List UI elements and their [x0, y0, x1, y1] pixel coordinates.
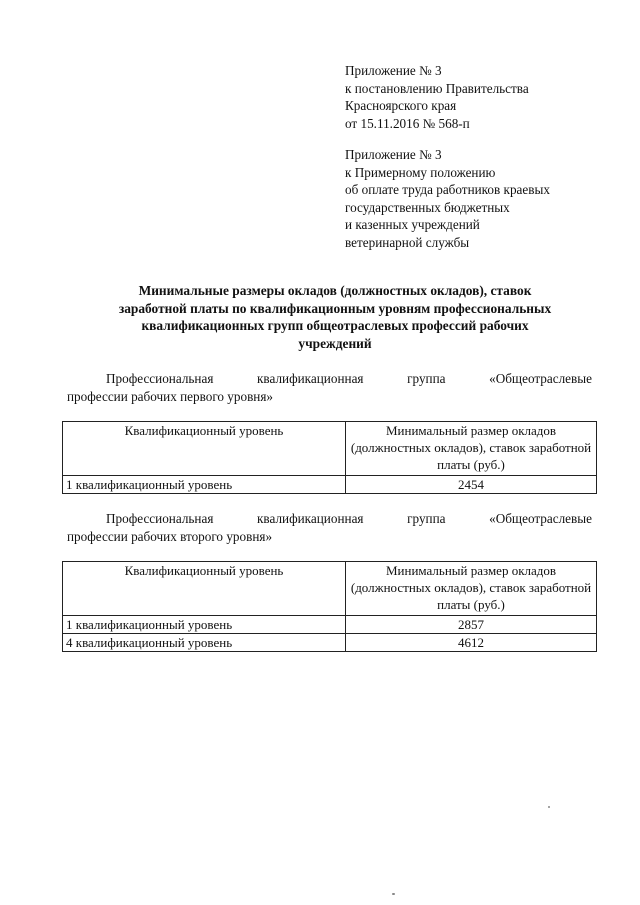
table-row	[63, 476, 597, 494]
column-header-salary: Минимальный размер окладов (должностных окладов), ставок заработной платы (руб.)	[346, 422, 597, 476]
amount-cell: 2454	[346, 476, 597, 494]
title-line: заработной платы по квалификационным уровням профессиональных	[118, 300, 552, 316]
level-cell: 1 квалификационный уровень	[63, 476, 346, 494]
title-line: квалификационных групп общеотраслевых профессий рабочих	[141, 318, 529, 333]
group2-salary-table	[62, 561, 597, 652]
title-line: учреждений	[298, 335, 372, 351]
title-line: Минимальные размеры окладов (должностных окладов), ставок	[138, 283, 532, 298]
group1-word: квалификационная	[257, 371, 364, 386]
table-header-row	[63, 422, 597, 476]
document-title	[85, 282, 585, 352]
group1-heading-line2: профессии рабочих первого уровня»	[67, 388, 274, 404]
group1-salary-table	[62, 421, 597, 494]
column-header-level: Квалификационный уровень	[63, 562, 346, 616]
appendix-main-line: к постановлению Правительства	[345, 80, 529, 96]
amount-cell: 4612	[346, 634, 597, 652]
group2-heading-line1	[67, 510, 592, 528]
scan-speck	[392, 893, 395, 895]
appendix-sub-line: и казенных учреждений	[345, 217, 480, 232]
appendix-sub-line: об оплате труда работников краевых	[345, 182, 550, 197]
scan-speck	[548, 806, 550, 808]
group2-word: группа	[407, 511, 446, 526]
amount-cell: 2857	[346, 616, 597, 634]
group1-heading-line1	[67, 370, 592, 388]
group1-word: Профессиональная	[106, 371, 214, 386]
group2-word: «Общеотраслевые	[489, 511, 592, 526]
appendix-sub-line: государственных бюджетных	[345, 199, 510, 215]
appendix-main-line: Приложение № 3	[345, 63, 442, 78]
appendix-sub-line: ветеринарной службы	[345, 234, 470, 250]
level-cell: 4 квалификационный уровень	[63, 634, 346, 652]
appendix-sub-block	[345, 146, 550, 251]
level-cell: 1 квалификационный уровень	[63, 616, 346, 634]
table-row	[63, 616, 597, 634]
group1-word: группа	[407, 371, 446, 386]
appendix-sub-line: Приложение № 3	[345, 147, 442, 162]
group1-word: «Общеотраслевые	[489, 371, 592, 386]
group2-heading	[67, 510, 592, 545]
group2-heading-line2: профессии рабочих второго уровня»	[67, 528, 273, 544]
column-header-salary: Минимальный размер окладов (должностных окладов), ставок заработной платы (руб.)	[346, 562, 597, 616]
appendix-sub-line: к Примерному положению	[345, 164, 496, 180]
group1-heading	[67, 370, 592, 405]
table-header-row	[63, 562, 597, 616]
group2-word: Профессиональная	[106, 511, 214, 526]
group2-word: квалификационная	[257, 511, 364, 526]
appendix-main-line: Красноярского края	[345, 98, 457, 113]
appendix-main-block	[345, 62, 529, 132]
table-row	[63, 634, 597, 652]
appendix-main-line: от 15.11.2016 № 568-п	[345, 115, 470, 131]
column-header-level: Квалификационный уровень	[63, 422, 346, 476]
